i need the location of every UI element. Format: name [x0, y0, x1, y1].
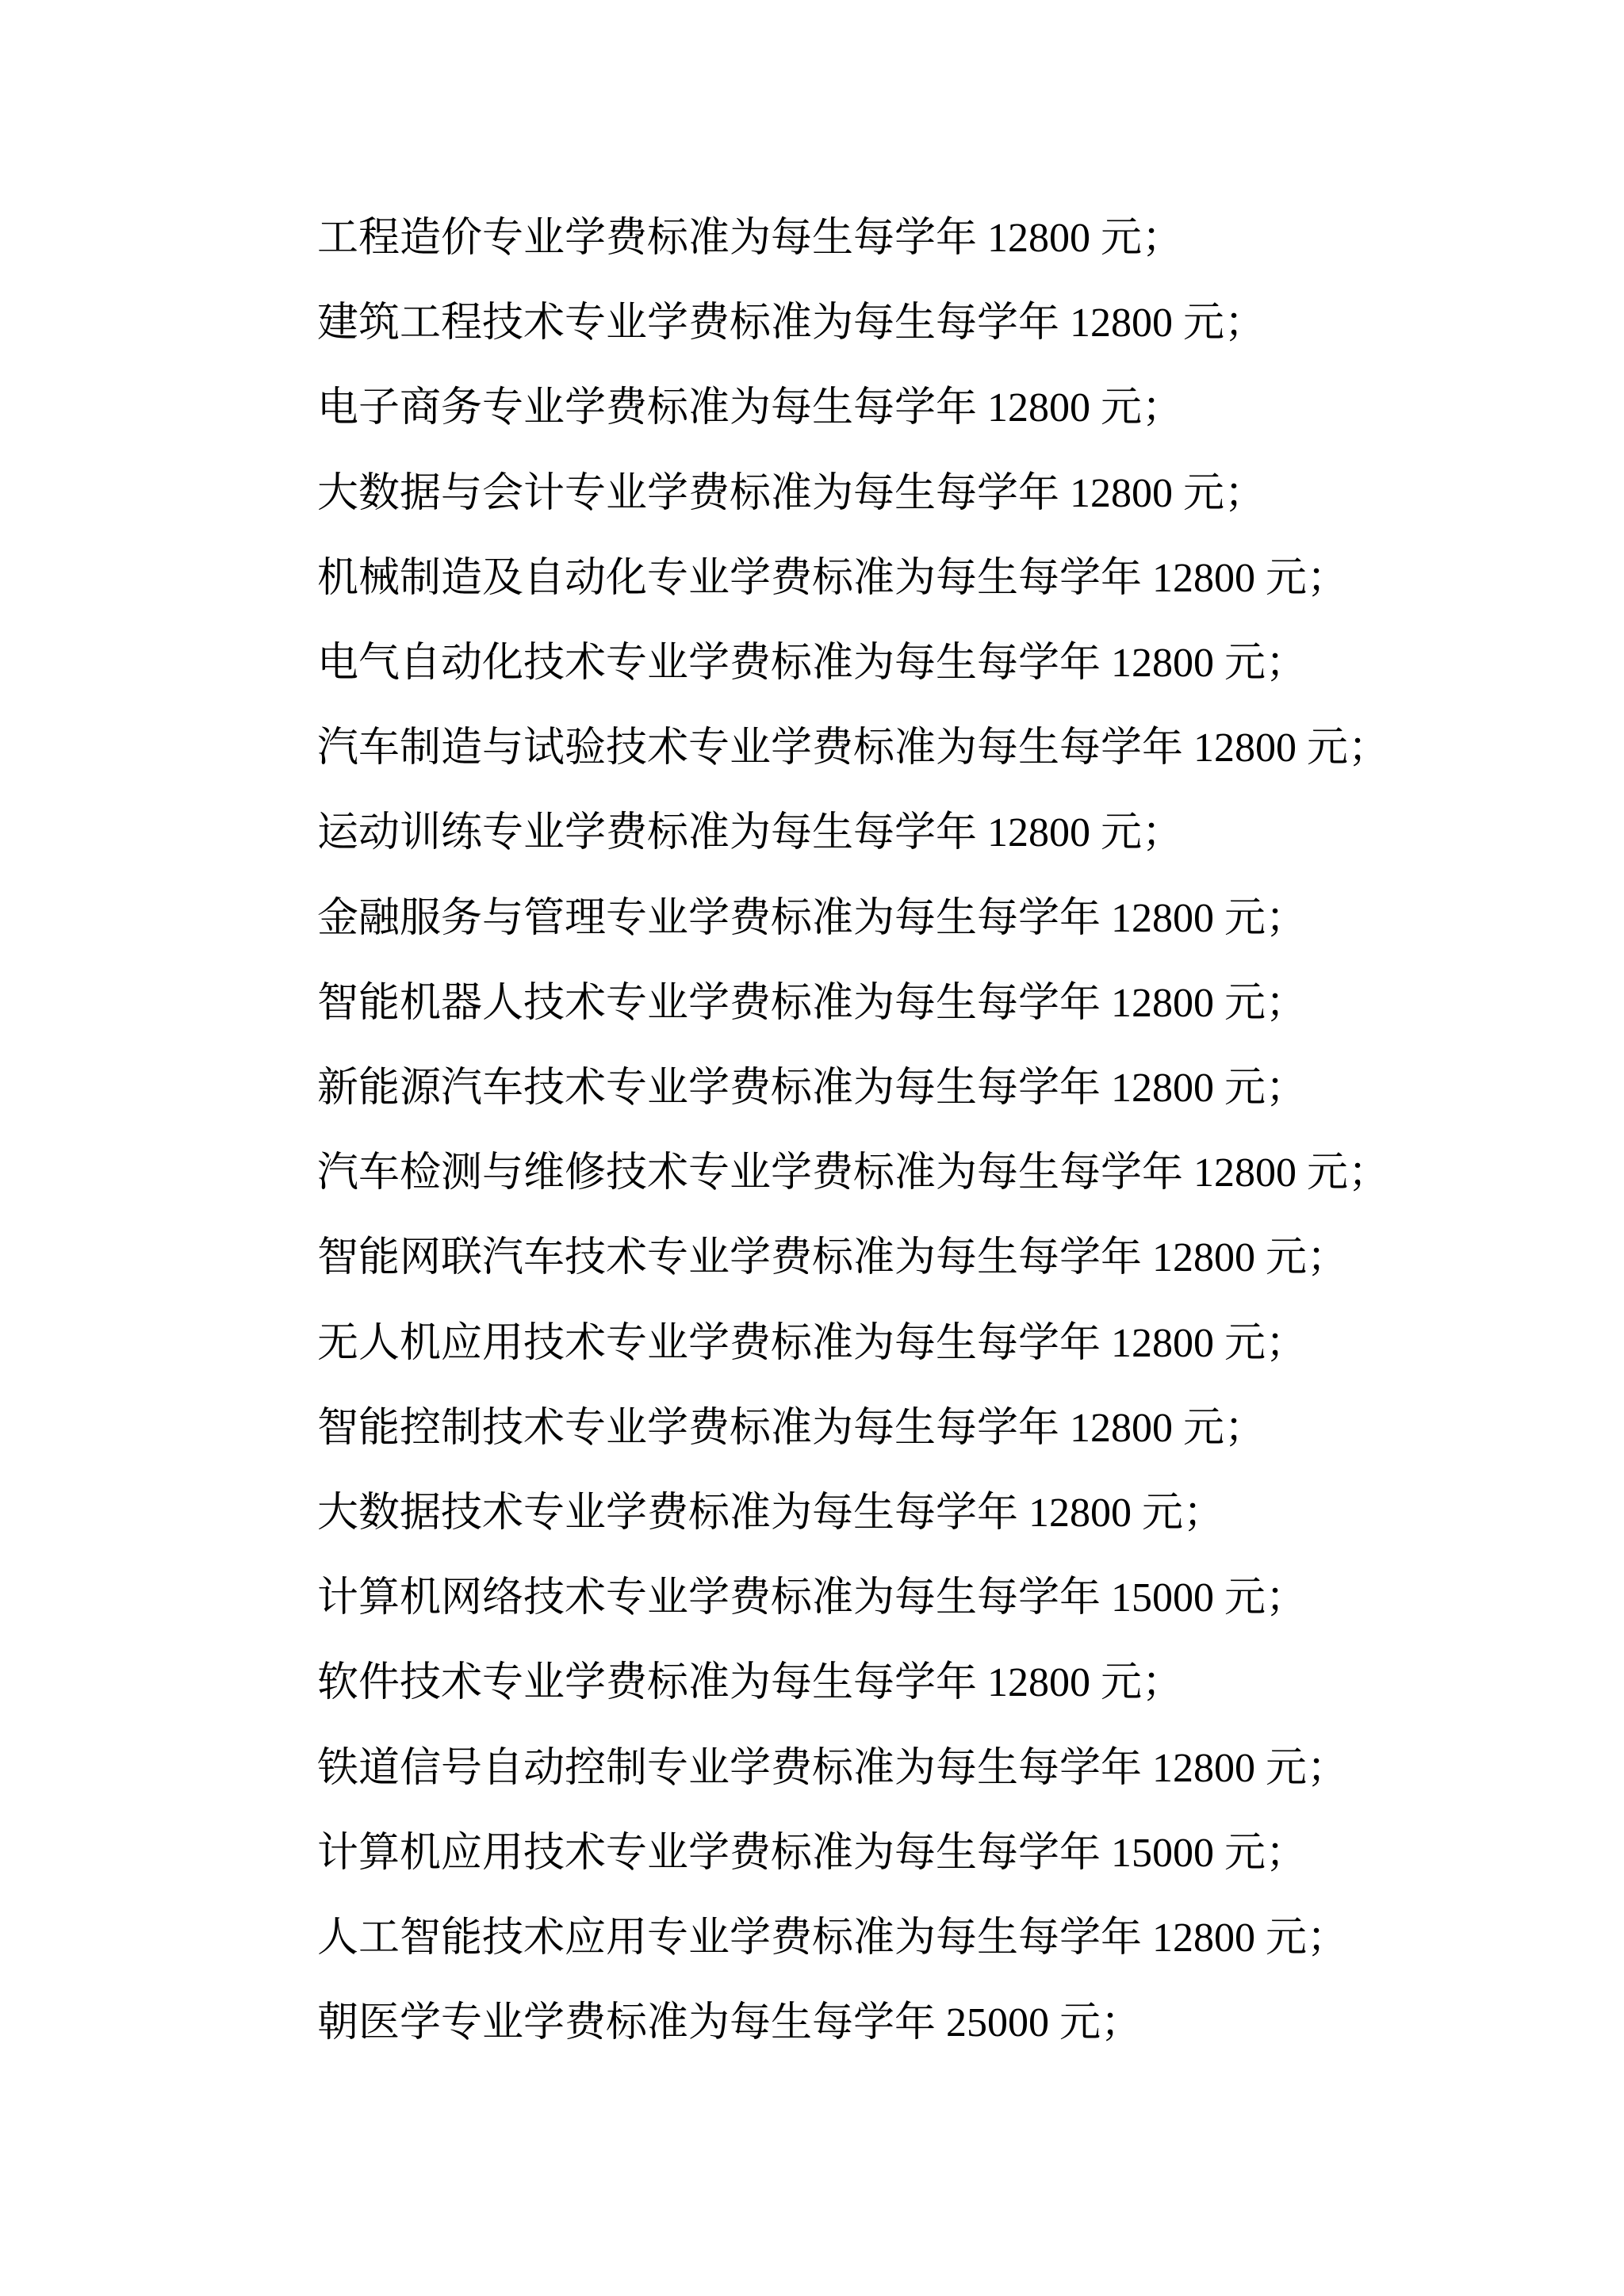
- fee-line: 电子商务专业学费标准为每生每学年 12800 元；: [317, 385, 1184, 431]
- fee-line: 智能控制技术专业学费标准为每生每学年 12800 元；: [317, 1405, 1266, 1451]
- fee-line: 智能机器人技术专业学费标准为每生每学年 12800 元；: [317, 980, 1308, 1026]
- fee-line: 工程造价专业学费标准为每生每学年 12800 元；: [317, 216, 1184, 261]
- fee-line: 运动训练专业学费标准为每生每学年 12800 元；: [317, 810, 1184, 856]
- fee-line: 电气自动化技术专业学费标准为每生每学年 12800 元；: [317, 641, 1308, 687]
- fee-line: 智能网联汽车技术专业学费标准为每生每学年 12800 元；: [317, 1235, 1349, 1281]
- fee-line: 大数据技术专业学费标准为每生每学年 12800 元；: [317, 1490, 1225, 1536]
- fee-line: 朝医学专业学费标准为每生每学年 25000 元；: [317, 2000, 1143, 2046]
- fee-line: 大数据与会计专业学费标准为每生每学年 12800 元；: [317, 470, 1266, 516]
- fee-line: 汽车制造与试验技术专业学费标准为每生每学年 12800 元；: [317, 725, 1390, 771]
- fee-line: 建筑工程技术专业学费标准为每生每学年 12800 元；: [317, 300, 1266, 346]
- fee-line: 铁道信号自动控制专业学费标准为每生每学年 12800 元；: [317, 1745, 1349, 1791]
- fee-line: 金融服务与管理专业学费标准为每生每学年 12800 元；: [317, 895, 1308, 941]
- fee-line: 计算机网络技术专业学费标准为每生每学年 15000 元；: [317, 1575, 1308, 1621]
- fee-line: 机械制造及自动化专业学费标准为每生每学年 12800 元；: [317, 555, 1349, 601]
- fee-line: 无人机应用技术专业学费标准为每生每学年 12800 元；: [317, 1320, 1308, 1366]
- fee-line: 汽车检测与维修技术专业学费标准为每生每学年 12800 元；: [317, 1150, 1390, 1196]
- fee-line: 新能源汽车技术专业学费标准为每生每学年 12800 元；: [317, 1066, 1308, 1112]
- fee-line: 软件技术专业学费标准为每生每学年 12800 元；: [317, 1660, 1184, 1706]
- fee-line: 人工智能技术应用专业学费标准为每生每学年 12800 元；: [317, 1915, 1349, 1961]
- fee-line: 计算机应用技术专业学费标准为每生每学年 15000 元；: [317, 1830, 1308, 1876]
